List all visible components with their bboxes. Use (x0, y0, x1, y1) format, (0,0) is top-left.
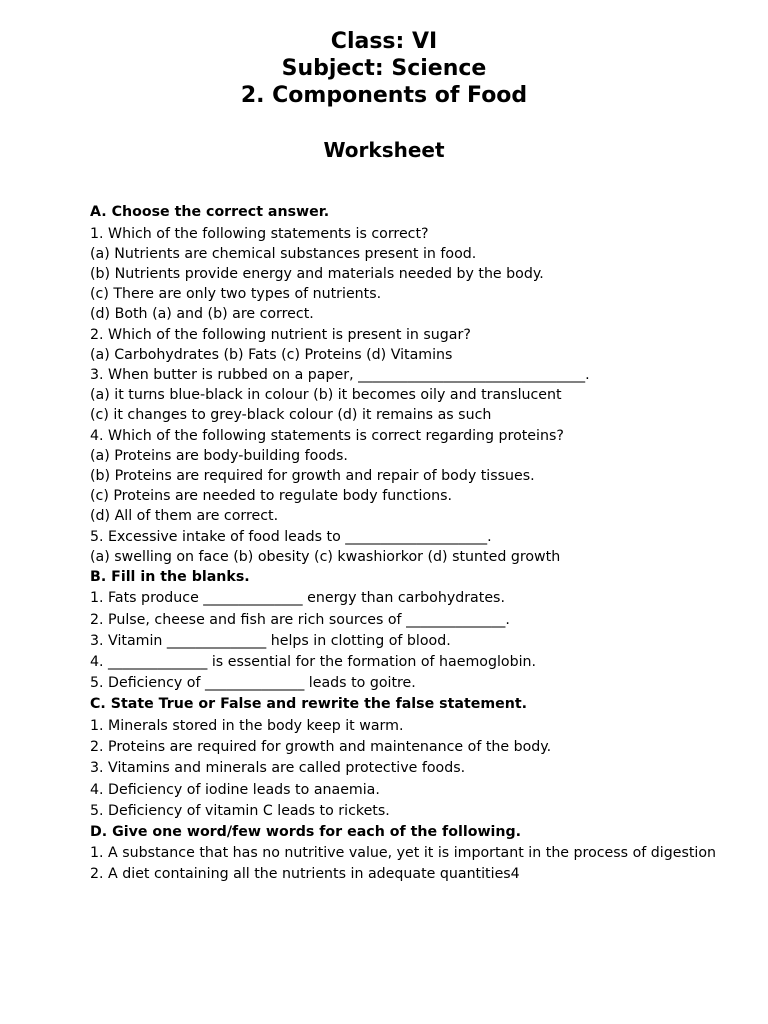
section-c-line: 2. Proteins are required for growth and maintenance of the body. (90, 739, 552, 756)
section-b-line: 2. Pulse, cheese and fish are rich sources of ______________. (90, 611, 510, 628)
section-b-line: 3. Vitamin ______________ helps in clotting of blood. (90, 632, 451, 649)
section-b-line: 5. Deficiency of ______________ leads to goitre. (90, 675, 416, 692)
section-a-line: (a) it turns blue-black in colour (b) it becomes oily and translucent (90, 387, 562, 404)
section-d-line: 2. A diet containing all the nutrients in adequate quantities4 (90, 866, 520, 883)
section-a-line: 3. When butter is rubbed on a paper, ________________________________. (90, 366, 590, 383)
section-c-line: 3. Vitamins and minerals are called protective foods. (90, 760, 466, 777)
section-c-line: 1. Minerals stored in the body keep it warm. (90, 717, 404, 734)
section-a-line: (c) Proteins are needed to regulate body functions. (90, 488, 453, 505)
worksheet-content (90, 202, 717, 886)
section-c-line: 5. Deficiency of vitamin C leads to rickets. (90, 802, 390, 819)
section-b-line: 4. ______________ is essential for the formation of haemoglobin. (90, 654, 537, 671)
section-b-heading: B. Fill in the blanks. (90, 568, 250, 585)
section-a-line: (b) Nutrients provide energy and materials needed by the body. (90, 265, 544, 282)
section-c-line: 4. Deficiency of iodine leads to anaemia. (90, 781, 380, 798)
section-a-line: 1. Which of the following statements is correct? (90, 225, 429, 242)
class-line: Class: VI (330, 29, 438, 54)
section-b-line: 1. Fats produce ______________ energy than carbohydrates. (90, 590, 505, 607)
section-a-heading: A. Choose the correct answer. (90, 204, 330, 220)
section-a-line: 2. Which of the following nutrient is present in sugar? (90, 326, 471, 343)
section-a-line: (a) Carbohydrates (b) Fats (c) Proteins (d) Vitamins (90, 346, 453, 363)
section-a-line: 5. Excessive intake of food leads to ____________________. (90, 528, 492, 545)
section-a-line: 4. Which of the following statements is correct regarding proteins? (90, 427, 564, 444)
chapter-title: 2. Components of Food (240, 83, 528, 108)
subject-line: Subject: Science (281, 56, 487, 81)
section-d-heading: D. Give one word/few words for each of the following. (90, 823, 522, 840)
section-a-line: (c) There are only two types of nutrients. (90, 286, 382, 303)
section-c-heading: C. State True or False and rewrite the false statement. (90, 696, 528, 713)
section-a-line: (d) All of them are correct. (90, 508, 279, 525)
document-header (0, 28, 768, 109)
section-a-line: (a) Nutrients are chemical substances present in food. (90, 245, 477, 262)
section-a-line: (d) Both (a) and (b) are correct. (90, 306, 314, 323)
section-d-line: 1. A substance that has no nutritive value, yet it is important in the process of digestion (90, 845, 717, 862)
section-a-line: (a) Proteins are body-building foods. (90, 447, 348, 464)
section-a-line: (b) Proteins are required for growth and repair of body tissues. (90, 467, 535, 484)
worksheet-title: Worksheet (323, 138, 445, 162)
section-a-line: (a) swelling on face (b) obesity (c) kwashiorkor (d) stunted growth (90, 548, 561, 565)
section-a-line: (c) it changes to grey-black colour (d) it remains as such (90, 407, 492, 424)
